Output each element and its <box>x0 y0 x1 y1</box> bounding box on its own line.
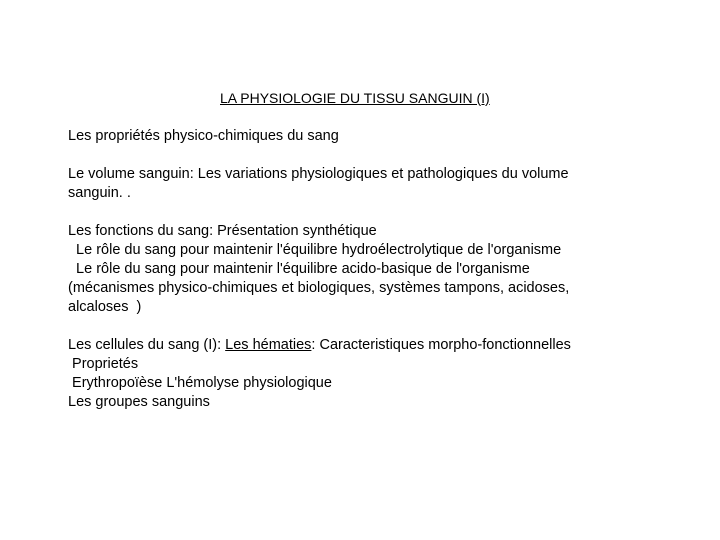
section-functions-line-2: Le rôle du sang pour maintenir l'équilibre hydroélectrolytique de l'organisme <box>68 242 562 258</box>
section-functions-line-5: alcaloses ) <box>68 299 142 315</box>
section-cells-line-2: Proprietés <box>68 356 139 372</box>
spacer <box>68 203 688 222</box>
hematies-link[interactable]: Les hématies <box>225 337 312 353</box>
section-cells-line-4: Les groupes sanguins <box>68 394 210 410</box>
section-functions-line-4: (mécanismes physico-chimiques et biologiques, systèmes tampons, acidoses, <box>68 280 570 296</box>
section-cells-line-1 <box>68 336 688 355</box>
section-volume-line-1: Le volume sanguin: Les variations physiologiques et pathologiques du volume <box>68 166 569 182</box>
cells-characteristics-text: : Caracteristiques morpho-fonctionnelles <box>311 337 571 353</box>
page-title: LA PHYSIOLOGIE DU TISSU SANGUIN (I) <box>220 90 490 106</box>
spacer <box>68 146 688 165</box>
cells-intro-text: Les cellules du sang (I): <box>68 337 226 353</box>
spacer <box>68 317 688 336</box>
section-properties-line: Les propriétés physico-chimiques du sang <box>68 128 339 144</box>
section-functions-line-1: Les fonctions du sang: Présentation synthétique <box>68 223 377 239</box>
content-body <box>68 127 688 412</box>
section-cells-line-3: Erythropoïèse L'hémolyse physiologique <box>68 375 332 391</box>
section-volume-line-2: sanguin. . <box>68 185 131 201</box>
section-functions-line-3: Le rôle du sang pour maintenir l'équilibre acido-basique de l'organisme <box>68 261 530 277</box>
